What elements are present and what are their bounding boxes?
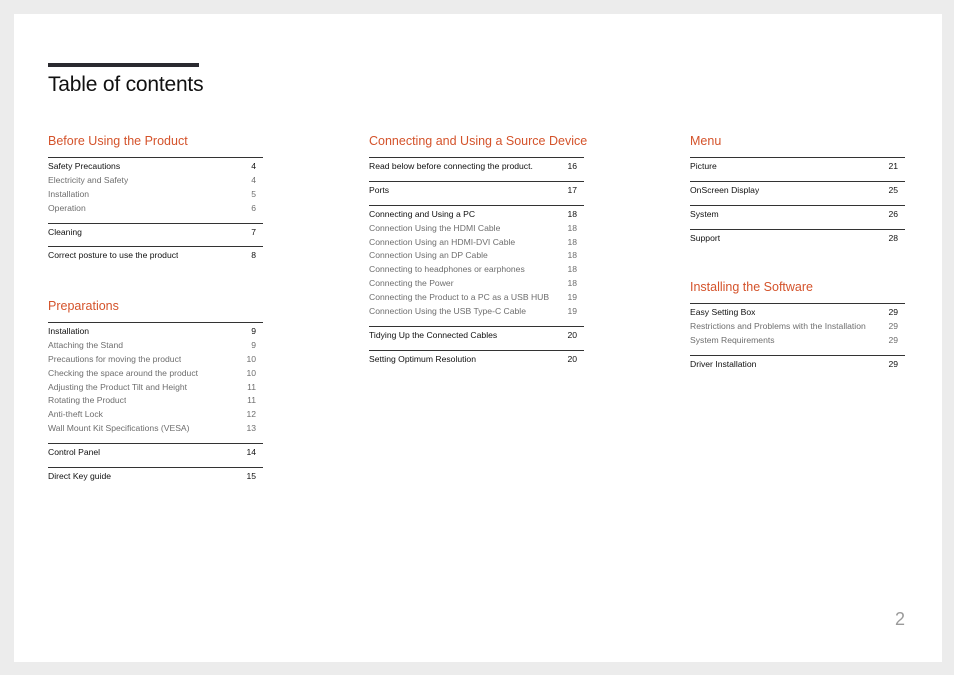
entry-label: Control Panel: [48, 447, 101, 458]
toc-group: [369, 181, 584, 205]
toc-entry[interactable]: [48, 446, 263, 460]
entry-page-number: 29: [888, 307, 898, 317]
entry-page-number: 18: [567, 222, 577, 233]
entry-page-number: 18: [567, 278, 577, 289]
entry-label: Connection Using the USB Type-C Cable: [369, 306, 526, 317]
toc-group: [690, 229, 905, 253]
toc-section: [48, 298, 263, 491]
entry-label: System Requirements: [690, 334, 775, 345]
toc-section: [369, 133, 588, 374]
entry-page-number: 19: [567, 292, 577, 303]
page-number: 2: [894, 609, 905, 629]
entry-label: Connection Using an DP Cable: [369, 250, 488, 261]
toc-entry[interactable]: [369, 329, 584, 343]
entry-page-number: 18: [567, 250, 577, 261]
toc-subentry[interactable]: [48, 174, 263, 188]
toc-entry[interactable]: [369, 184, 584, 198]
entry-page-number: 10: [246, 367, 256, 378]
toc-group: [48, 467, 263, 491]
section-title: Installing the Software: [690, 280, 813, 294]
entry-label: OnScreen Display: [690, 184, 760, 195]
entry-label: Setting Optimum Resolution: [369, 353, 476, 364]
entry-label: Easy Setting Box: [690, 307, 756, 317]
toc-subentry[interactable]: [48, 339, 263, 353]
entry-label: Connecting and Using a PC: [369, 208, 476, 219]
section-title: Connecting and Using a Source Device: [369, 134, 588, 148]
toc-subentry[interactable]: [369, 236, 584, 250]
entry-label: System: [690, 208, 719, 219]
entry-page-number: 25: [888, 184, 898, 195]
entry-label: Connecting to headphones or earphones: [369, 264, 525, 275]
entry-page-number: 11: [247, 381, 256, 392]
entry-page-number: 29: [888, 334, 898, 345]
toc-section: [690, 279, 905, 379]
toc-subentry[interactable]: [369, 249, 584, 263]
entry-label: Connecting the Power: [369, 278, 454, 289]
entry-label: Installation: [48, 326, 90, 336]
entry-label: Attaching the Stand: [48, 339, 124, 350]
entry-page-number: 28: [888, 232, 898, 243]
entry-label: Restrictions and Problems with the Installation: [690, 320, 866, 331]
entry-label: Rotating the Product: [48, 395, 127, 406]
entry-label: Ports: [369, 184, 390, 195]
toc-entry[interactable]: [690, 232, 905, 246]
title-accent-bar: [48, 63, 199, 67]
entry-page-number: 17: [567, 184, 577, 195]
toc-subentry[interactable]: [48, 188, 263, 202]
toc-entry[interactable]: [369, 208, 584, 222]
entry-label: Direct Key guide: [48, 471, 112, 482]
entry-page-number: 12: [246, 409, 256, 420]
toc-subentry[interactable]: [48, 408, 263, 422]
entry-page-number: 6: [251, 202, 256, 213]
toc-group: [690, 303, 905, 355]
entry-label: Picture: [690, 161, 717, 171]
toc-group: [690, 205, 905, 229]
toc-group: [48, 157, 263, 223]
toc-subentry[interactable]: [690, 320, 905, 334]
toc-entry[interactable]: [48, 226, 263, 240]
section-title: Before Using the Product: [48, 134, 188, 148]
toc-entry[interactable]: [690, 184, 905, 198]
toc-section: [690, 133, 905, 253]
entry-page-number: 18: [567, 236, 577, 247]
toc-subentry[interactable]: [48, 381, 263, 395]
toc-subentry[interactable]: [369, 277, 584, 291]
entry-label: Checking the space around the product: [48, 367, 199, 378]
entry-label: Read below before connecting the product.: [369, 161, 533, 171]
entry-page-number: 4: [251, 174, 256, 185]
toc-group: [690, 157, 905, 181]
toc-group: [48, 223, 263, 247]
entry-page-number: 16: [567, 161, 577, 171]
toc-group: [48, 246, 263, 270]
entry-label: Adjusting the Product Tilt and Height: [48, 381, 188, 392]
entry-page-number: 29: [888, 358, 898, 369]
toc-group: [48, 443, 263, 467]
toc-section: [48, 133, 263, 270]
entry-page-number: 20: [567, 329, 577, 340]
section-title: Preparations: [48, 299, 119, 313]
entry-label: Connection Using the HDMI Cable: [369, 222, 501, 233]
toc-group: [369, 326, 584, 350]
page-title: Table of contents: [48, 73, 204, 96]
entry-page-number: 14: [246, 447, 256, 458]
toc-group: [369, 350, 584, 374]
entry-label: Electricity and Safety: [48, 174, 129, 185]
entry-page-number: 5: [251, 188, 256, 199]
entry-label: Precautions for moving the product: [48, 353, 182, 364]
entry-page-number: 9: [251, 339, 256, 350]
toc-entry[interactable]: [48, 249, 263, 263]
entry-page-number: 8: [251, 250, 256, 261]
toc-group: [48, 322, 263, 443]
toc-entry[interactable]: [690, 208, 905, 222]
toc-group: [369, 157, 584, 181]
entry-page-number: 10: [246, 353, 256, 364]
entry-page-number: 26: [888, 208, 898, 219]
toc-entry[interactable]: [369, 353, 584, 367]
entry-page-number: 18: [567, 208, 577, 219]
toc-subentry[interactable]: [48, 394, 263, 408]
entry-page-number: 29: [888, 320, 898, 331]
entry-page-number: 13: [246, 423, 256, 434]
entry-label: Connection Using an HDMI-DVI Cable: [369, 236, 516, 247]
entry-page-number: 7: [251, 226, 256, 237]
entry-label: Correct posture to use the product: [48, 250, 179, 261]
toc-subentry[interactable]: [48, 367, 263, 381]
toc-subentry[interactable]: [690, 334, 905, 348]
entry-page-number: 18: [567, 264, 577, 275]
entry-page-number: 21: [888, 161, 898, 171]
entry-page-number: 4: [251, 161, 256, 171]
toc-subentry[interactable]: [369, 263, 584, 277]
document-page: [14, 14, 942, 662]
section-title: Menu: [690, 134, 722, 148]
toc-entry[interactable]: [690, 358, 905, 372]
entry-label: Anti-theft Lock: [48, 409, 103, 420]
toc-group: [369, 205, 584, 326]
toc-entry[interactable]: [48, 160, 263, 174]
toc-entry[interactable]: [48, 325, 263, 339]
entry-label: Support: [690, 232, 721, 243]
entry-page-number: 19: [567, 306, 577, 317]
entry-label: Installation: [48, 188, 90, 199]
toc-group: [690, 355, 905, 379]
entry-label: Cleaning: [48, 226, 82, 237]
toc-entry[interactable]: [690, 160, 905, 174]
toc-entry[interactable]: [369, 160, 584, 174]
entry-label: Safety Precautions: [48, 161, 121, 171]
entry-page-number: 15: [246, 471, 256, 482]
entry-label: Connecting the Product to a PC as a USB HUB: [369, 292, 550, 303]
toc-subentry[interactable]: [48, 202, 263, 216]
entry-page-number: 20: [567, 353, 577, 364]
entry-label: Driver Installation: [690, 358, 757, 369]
toc-group: [690, 181, 905, 205]
toc-subentry[interactable]: [369, 305, 584, 319]
toc-entry[interactable]: [690, 306, 905, 320]
entry-label: Operation: [48, 202, 86, 213]
toc-subentry[interactable]: [48, 422, 263, 436]
toc-entry[interactable]: [48, 470, 263, 484]
entry-label: Tidying Up the Connected Cables: [369, 329, 498, 340]
entry-page-number: 11: [247, 395, 256, 406]
toc-subentry[interactable]: [369, 291, 584, 305]
entry-label: Wall Mount Kit Specifications (VESA): [48, 423, 190, 434]
toc-subentry[interactable]: [369, 222, 584, 236]
toc-subentry[interactable]: [48, 353, 263, 367]
entry-page-number: 9: [251, 326, 256, 336]
